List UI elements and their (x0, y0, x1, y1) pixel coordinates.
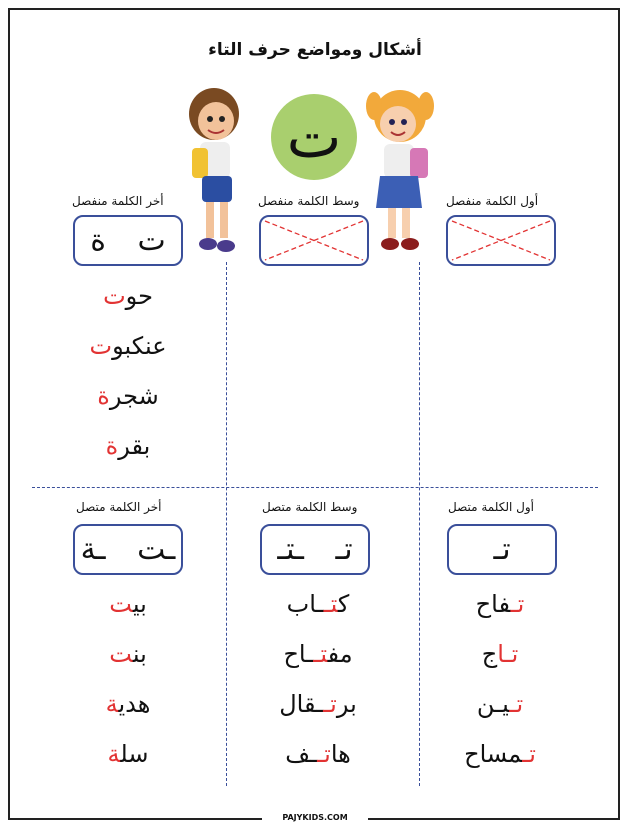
footer-site-name: PAJYKIDS.COM (262, 811, 368, 825)
word-medial-2: مفتــاح (283, 640, 353, 668)
main-letter: ت (286, 103, 342, 171)
word-final-3: هدية (105, 690, 151, 718)
word-top-4: بقرة (105, 432, 151, 460)
word-medial-4: هاتــف (285, 740, 351, 768)
word-top-3: شجرة (97, 382, 159, 410)
word-top-2: عنكبوت (89, 332, 167, 360)
crossed-out-icon (448, 217, 554, 264)
crossed-out-icon (261, 217, 367, 264)
word-initial-1: تـفاح (475, 590, 525, 618)
box-final-separate (73, 215, 183, 266)
word-initial-2: تـاج (481, 640, 519, 668)
label-medial-separate: وسط الكلمة منفصل (258, 194, 360, 208)
word-initial-4: تـمساح (464, 740, 536, 768)
word-medial-1: كتــاب (286, 590, 350, 618)
page-title: أشكال ومواضع حرف التاء (208, 40, 422, 60)
main-letter-circle (271, 94, 357, 180)
box-medial-connected (260, 524, 370, 575)
label-final-separate: أخر الكلمة منفصل (72, 194, 164, 208)
word-top-1: حوت (103, 282, 153, 310)
word-final-1: بيت (109, 590, 147, 618)
label-initial-separate: أول الكلمة منفصل (446, 194, 539, 208)
label-final-connected: أخر الكلمة متصل (76, 500, 162, 514)
column-divider-left (226, 262, 227, 786)
box-letters: تـ ـتـ (277, 532, 353, 567)
word-final-4: سلة (107, 740, 149, 768)
label-initial-connected: أول الكلمة متصل (448, 500, 534, 514)
box-final-connected (73, 524, 183, 575)
word-initial-3: تـيـن (476, 690, 524, 718)
word-medial-3: برتــقال (279, 690, 357, 718)
box-letters: ت ة (90, 223, 166, 258)
column-divider-right (419, 262, 420, 786)
box-letters: ـت ـة (80, 532, 176, 567)
boy-illustration (180, 84, 250, 260)
label-medial-connected: وسط الكلمة متصل (262, 500, 358, 514)
section-divider (32, 487, 598, 488)
girl-illustration (362, 84, 438, 260)
box-letters: تـ (493, 532, 511, 567)
box-initial-separate (446, 215, 556, 266)
box-initial-connected (447, 524, 557, 575)
word-final-2: بنت (109, 640, 147, 668)
box-medial-separate (259, 215, 369, 266)
